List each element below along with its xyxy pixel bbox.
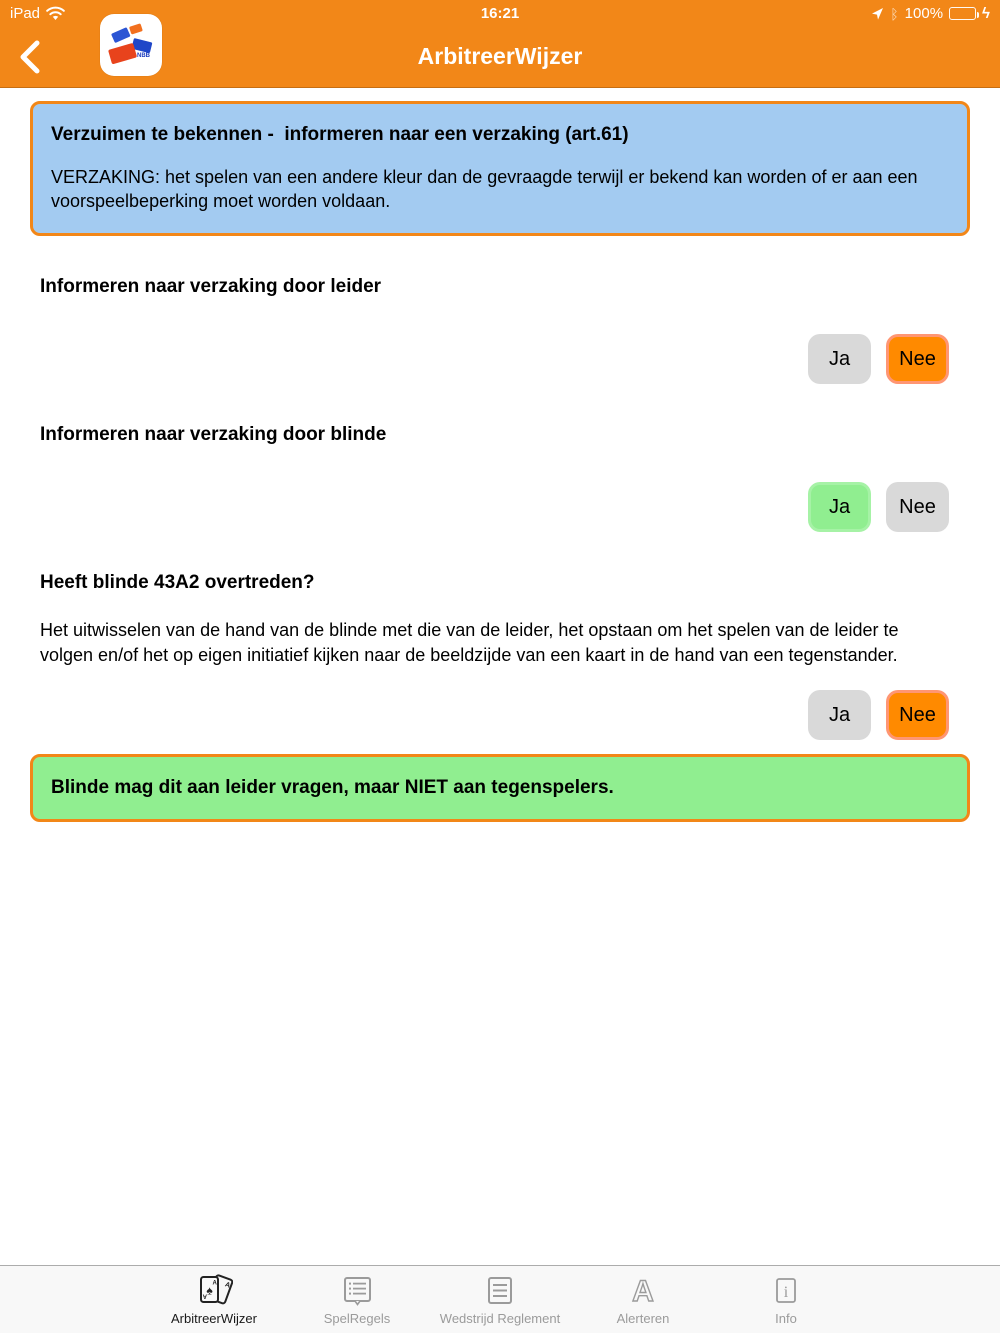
question-1-nee-button[interactable]: Nee [886,334,949,384]
bluetooth-icon: ᛒ [890,5,899,22]
status-time: 16:21 [480,5,520,22]
page-title: ArbitreerWijzer [417,43,583,69]
tab-alerteren[interactable] [572,1266,715,1333]
device-label: iPad [10,5,41,22]
question-2-answers [30,482,970,532]
tab-wedstrijd-reglement[interactable] [429,1266,572,1333]
info-box [30,101,970,236]
question-2-nee-button[interactable]: Nee [886,482,949,532]
question-2-ja-button[interactable]: Ja [808,482,871,532]
battery-percent: 100% [904,5,944,22]
result-box [30,754,970,822]
app-logo [100,14,162,76]
question-3-label: Heeft blinde 43A2 overtreden? [40,572,315,593]
svg-text:A: A [202,1292,207,1299]
question-3-ja-button[interactable]: Ja [808,690,871,740]
info-box-title: Verzuimen te bekennen - informeren naar een verzaking (art.61) [51,124,629,145]
tab-arbitreerwijzer[interactable] [143,1266,286,1333]
info-square-icon [769,1272,803,1310]
tab-label: Alerteren [616,1311,670,1326]
tab-info[interactable] [715,1266,858,1333]
location-arrow-icon [871,7,884,20]
letter-a-outline-icon [626,1272,660,1310]
rules-list-icon [340,1272,374,1310]
tab-label: SpelRegels [323,1311,391,1326]
main-content [0,89,1000,822]
question-3-description: Het uitwisselen van de hand van de blinde met die van de leider, het opstaan om het spelen van de leider te volgen en/of het op eigen initiatief kijken naar de beeldzijde van een kaart in de hand van een tegenstander. [40,620,899,665]
charging-bolt-icon: ϟ [982,5,990,22]
question-1-ja-button[interactable]: Ja [808,334,871,384]
result-text: Blinde mag dit aan leider vragen, maar NIET aan tegenspelers. [51,777,614,798]
question-2-label: Informeren naar verzaking door blinde [40,424,387,445]
tab-bar [0,1265,1000,1333]
question-3-answers [30,690,970,740]
svg-text:i: i [783,1284,789,1301]
playing-cards-icon [195,1272,233,1310]
svg-text:A: A [212,1280,217,1287]
document-lines-icon [483,1272,517,1310]
wifi-icon [46,6,65,21]
tab-spelregels[interactable] [286,1266,429,1333]
battery-icon [949,7,976,20]
svg-text:A: A [632,1275,654,1308]
tab-label: ArbitreerWijzer [171,1311,257,1326]
info-box-body: VERZAKING: het spelen van een andere kleur dan de gevraagde terwijl er bekend kan worden of er aan een voorspeelbeperking moet worden voldaan. [51,167,918,211]
question-3-nee-button[interactable]: Nee [886,690,949,740]
tab-label: Wedstrijd Reglement [439,1311,561,1326]
app-logo-text: NBB [137,53,150,59]
question-1-answers [30,334,970,384]
svg-text:♠: ♠ [206,1283,213,1298]
nbb-cards-logo-icon [100,14,162,76]
question-1-label: Informeren naar verzaking door leider [40,276,382,297]
navigation-bar [0,0,1000,88]
svg-text:A: A [223,1281,232,1290]
tab-label: Info [775,1311,797,1326]
